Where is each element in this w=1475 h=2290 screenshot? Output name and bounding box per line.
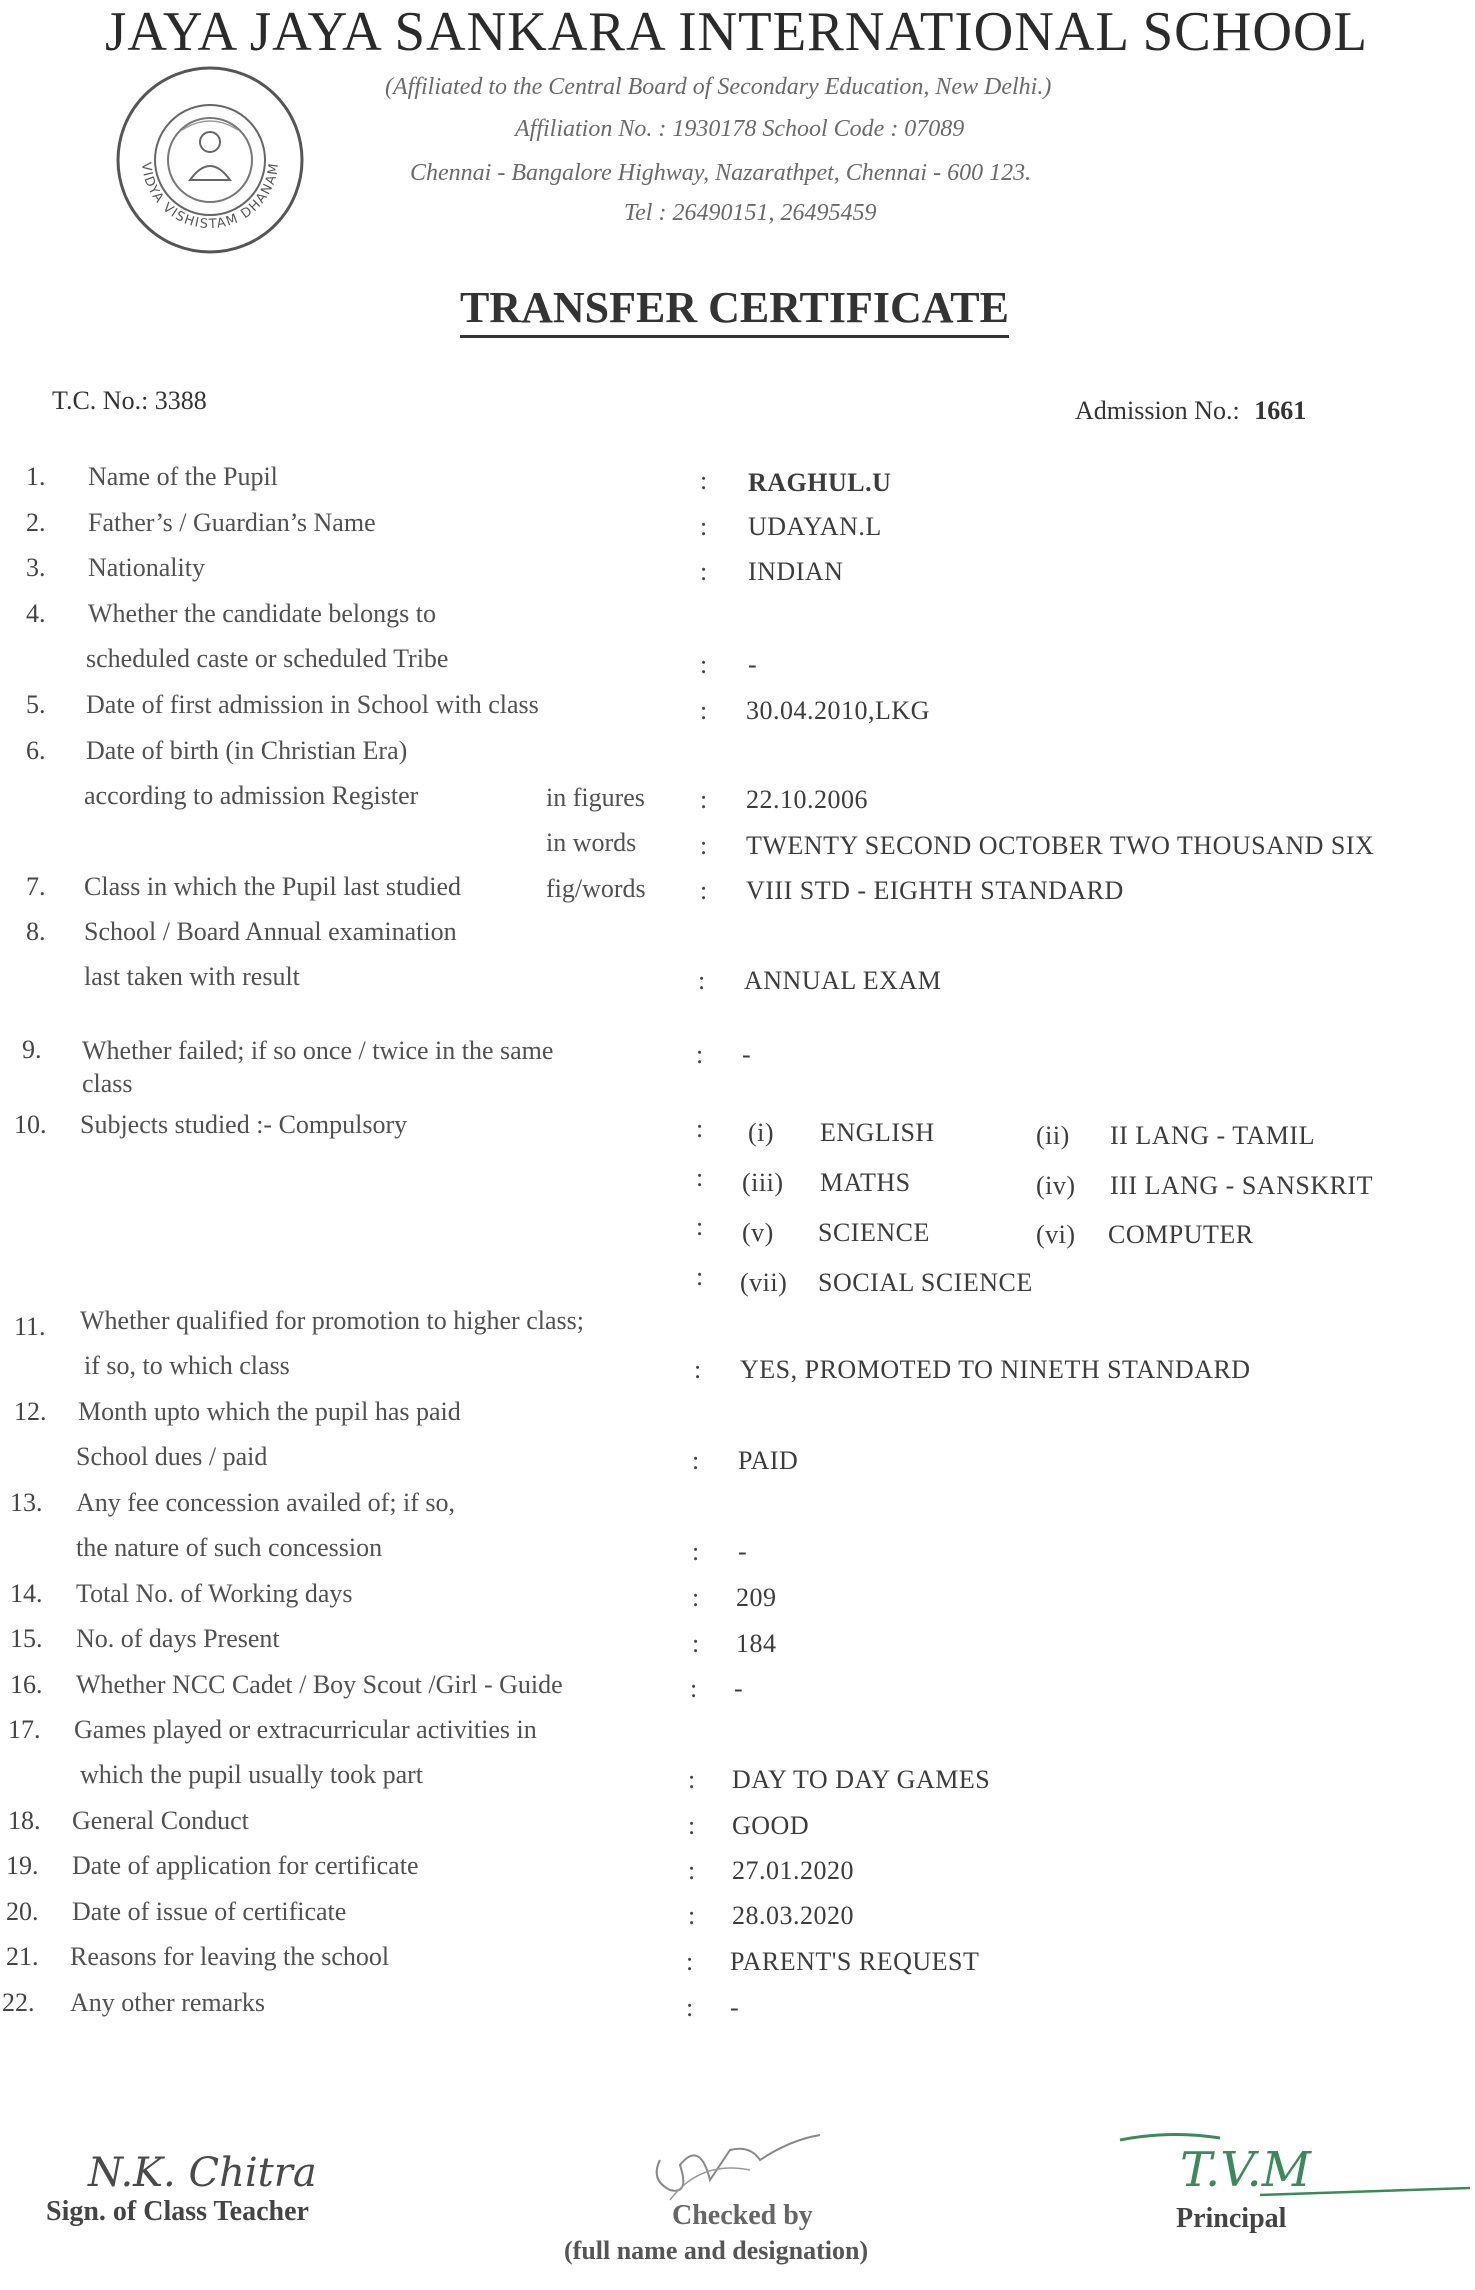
colon: : xyxy=(696,1040,704,1069)
school-phone: Tel : 26490151, 26495459 xyxy=(624,200,877,226)
activities: DAY TO DAY GAMES xyxy=(732,1765,991,1794)
affiliation-line: (Affiliated to the Central Board of Secondary Education, New Delhi.) xyxy=(385,74,1052,100)
class-teacher-label: Sign. of Class Teacher xyxy=(46,2196,309,2227)
application-date: 27.01.2020 xyxy=(732,1856,854,1885)
row-number: 11. xyxy=(14,1312,46,1341)
ncc-status: - xyxy=(734,1674,744,1703)
affiliation-codes: Affiliation No. : 1930178 School Code : 07089 xyxy=(515,116,965,142)
row-number: 9. xyxy=(22,1035,42,1064)
fee-concession: - xyxy=(738,1537,748,1566)
colon: : xyxy=(700,696,708,725)
row-number: 8. xyxy=(26,917,46,946)
row-number: 18. xyxy=(8,1806,41,1835)
school-address: Chennai - Bangalore Highway, Nazarathpet, Chennai - 600 123. xyxy=(410,160,1032,186)
colon: : xyxy=(688,1856,696,1885)
row-number: 16. xyxy=(10,1670,43,1699)
subject-number: (iv) xyxy=(1036,1171,1076,1200)
colon: : xyxy=(692,1583,700,1612)
school-name: JAYA JAYA SANKARA INTERNATIONAL SCHOOL xyxy=(105,1,1369,63)
checked-by-sub: (full name and designation) xyxy=(564,2236,869,2265)
subject-number: (vi) xyxy=(1036,1220,1076,1249)
dob-figures-label: in figures xyxy=(546,783,645,812)
colon: : xyxy=(696,1262,704,1291)
dues-status: PAID xyxy=(738,1446,799,1475)
colon: : xyxy=(700,650,708,679)
colon: : xyxy=(688,1901,696,1930)
subject-number: (iii) xyxy=(742,1168,784,1197)
row-number: 1. xyxy=(26,462,46,491)
other-remarks: - xyxy=(730,1993,740,2022)
colon: : xyxy=(696,1163,704,1192)
row-label: Father’s / Guardian’s Name xyxy=(88,508,376,537)
row-label-cont: according to admission Register xyxy=(84,781,419,810)
checked-by-label: Checked by xyxy=(672,2200,813,2231)
svg-text:VIDYA VISHISTAM DHANAM xyxy=(138,161,282,232)
principal-signature: T.V.M xyxy=(1180,2142,1311,2198)
row-number: 22. xyxy=(2,1988,35,2017)
tc-number: T.C. No.: 3388 xyxy=(52,386,207,415)
dob-figures: 22.10.2006 xyxy=(746,785,868,814)
row-number: 2. xyxy=(26,508,46,537)
admission-number-label: Admission No.: xyxy=(1075,396,1240,425)
row-label: Class in which the Pupil last studied xyxy=(84,872,461,901)
row-label: Whether failed; if so once / twice in the same xyxy=(82,1036,554,1065)
subject-name: SOCIAL SCIENCE xyxy=(818,1268,1033,1297)
working-days: 209 xyxy=(736,1583,777,1612)
colon: : xyxy=(696,1114,704,1143)
subject-number: (ii) xyxy=(1036,1121,1070,1150)
sc-st-status: - xyxy=(748,650,758,679)
row-number: 3. xyxy=(26,553,46,582)
colon: : xyxy=(700,466,708,495)
last-class: VIII STD - EIGHTH STANDARD xyxy=(746,876,1124,905)
row-label: Month upto which the pupil has paid xyxy=(78,1397,461,1426)
row-label-cont: class xyxy=(82,1069,133,1098)
school-seal-logo xyxy=(112,62,308,258)
row-label-cont: last taken with result xyxy=(84,962,300,991)
row-label: Nationality xyxy=(88,553,205,582)
dob-words-label: in words xyxy=(546,828,637,857)
class-teacher-signature: N.K. Chitra xyxy=(88,2150,317,2196)
row-label: Subjects studied :- Compulsory xyxy=(80,1110,408,1139)
row-number: 20. xyxy=(6,1897,39,1926)
row-label: No. of days Present xyxy=(76,1624,280,1653)
row-label-cont: scheduled caste or scheduled Tribe xyxy=(86,644,449,673)
colon: : xyxy=(692,1537,700,1566)
certificate-title: TRANSFER CERTIFICATE xyxy=(460,282,1009,338)
subject-name: II LANG - TAMIL xyxy=(1110,1121,1315,1150)
days-present: 184 xyxy=(736,1629,777,1658)
colon: : xyxy=(700,557,708,586)
guardian-name: UDAYAN.L xyxy=(748,512,882,541)
dob-words: TWENTY SECOND OCTOBER TWO THOUSAND SIX xyxy=(746,831,1375,860)
row-label: General Conduct xyxy=(72,1806,249,1835)
nationality: INDIAN xyxy=(748,557,844,586)
colon: : xyxy=(698,966,706,995)
subject-name: MATHS xyxy=(820,1168,911,1197)
principal-label: Principal xyxy=(1176,2203,1287,2234)
colon: : xyxy=(686,1993,694,2022)
admission-number-value: 1661 xyxy=(1254,396,1307,425)
row-label-cont: which the pupil usually took part xyxy=(80,1760,424,1789)
first-admission: 30.04.2010,LKG xyxy=(746,696,930,725)
admission-number xyxy=(1075,396,1306,426)
row-number: 12. xyxy=(14,1397,47,1426)
row-label: Date of application for certificate xyxy=(72,1851,419,1880)
promotion-status: YES, PROMOTED TO NINETH STANDARD xyxy=(740,1355,1251,1384)
exam-result: ANNUAL EXAM xyxy=(744,966,942,995)
colon: : xyxy=(700,785,708,814)
issue-date: 28.03.2020 xyxy=(732,1901,854,1930)
colon: : xyxy=(690,1674,698,1703)
colon: : xyxy=(688,1765,696,1794)
row-label: Total No. of Working days xyxy=(76,1579,353,1608)
row-label: Whether NCC Cadet / Boy Scout /Girl - Guide xyxy=(76,1670,563,1699)
row-label-cont: if so, to which class xyxy=(84,1351,290,1380)
row-label: Date of issue of certificate xyxy=(72,1897,347,1926)
row-label: Any other remarks xyxy=(70,1988,265,2017)
row-number: 19. xyxy=(6,1851,39,1880)
row-number: 14. xyxy=(10,1579,43,1608)
failed-status: - xyxy=(742,1040,752,1069)
row-label: Name of the Pupil xyxy=(88,462,278,491)
subject-name: III LANG - SANSKRIT xyxy=(1110,1171,1373,1200)
row-number: 5. xyxy=(26,690,46,719)
colon: : xyxy=(696,1212,704,1241)
row-number: 17. xyxy=(8,1715,41,1744)
row-number: 15. xyxy=(10,1624,43,1653)
subject-name: SCIENCE xyxy=(818,1218,930,1247)
row-label: Whether qualified for promotion to higher class; xyxy=(80,1306,584,1335)
colon: : xyxy=(688,1811,696,1840)
pupil-name: RAGHUL.U xyxy=(748,468,892,497)
subject-number: (vii) xyxy=(740,1268,788,1297)
colon: : xyxy=(694,1355,702,1384)
row-label-cont: School dues / paid xyxy=(76,1442,268,1471)
general-conduct: GOOD xyxy=(732,1811,810,1840)
row-label: Whether the candidate belongs to xyxy=(88,599,436,628)
colon: : xyxy=(700,512,708,541)
row-label: Any fee concession availed of; if so, xyxy=(76,1488,456,1517)
colon: : xyxy=(686,1947,694,1976)
subject-number: (v) xyxy=(742,1218,774,1247)
class-figwords-label: fig/words xyxy=(546,874,646,903)
row-label-cont: the nature of such concession xyxy=(76,1533,383,1562)
leaving-reason: PARENT'S REQUEST xyxy=(730,1947,980,1976)
row-label: Reasons for leaving the school xyxy=(70,1942,390,1971)
colon: : xyxy=(700,831,708,860)
row-number: 7. xyxy=(26,872,46,901)
subject-name: ENGLISH xyxy=(820,1118,935,1147)
colon: : xyxy=(700,876,708,905)
row-number: 6. xyxy=(26,736,46,765)
checker-signature-scribble xyxy=(640,2120,840,2210)
row-number: 13. xyxy=(10,1488,43,1517)
row-label: School / Board Annual examination xyxy=(84,917,457,946)
row-number: 10. xyxy=(14,1110,47,1139)
colon: : xyxy=(692,1446,700,1475)
subject-name: COMPUTER xyxy=(1108,1220,1254,1249)
row-label: Date of first admission in School with class xyxy=(86,690,539,719)
seal-motto: VIDYA VISHISTAM DHANAM xyxy=(137,161,283,233)
colon: : xyxy=(692,1629,700,1658)
row-label: Games played or extracurricular activities in xyxy=(74,1715,537,1744)
row-label: Date of birth (in Christian Era) xyxy=(86,736,408,765)
subject-number: (i) xyxy=(748,1118,775,1147)
row-number: 21. xyxy=(6,1942,39,1971)
row-number: 4. xyxy=(26,599,46,628)
